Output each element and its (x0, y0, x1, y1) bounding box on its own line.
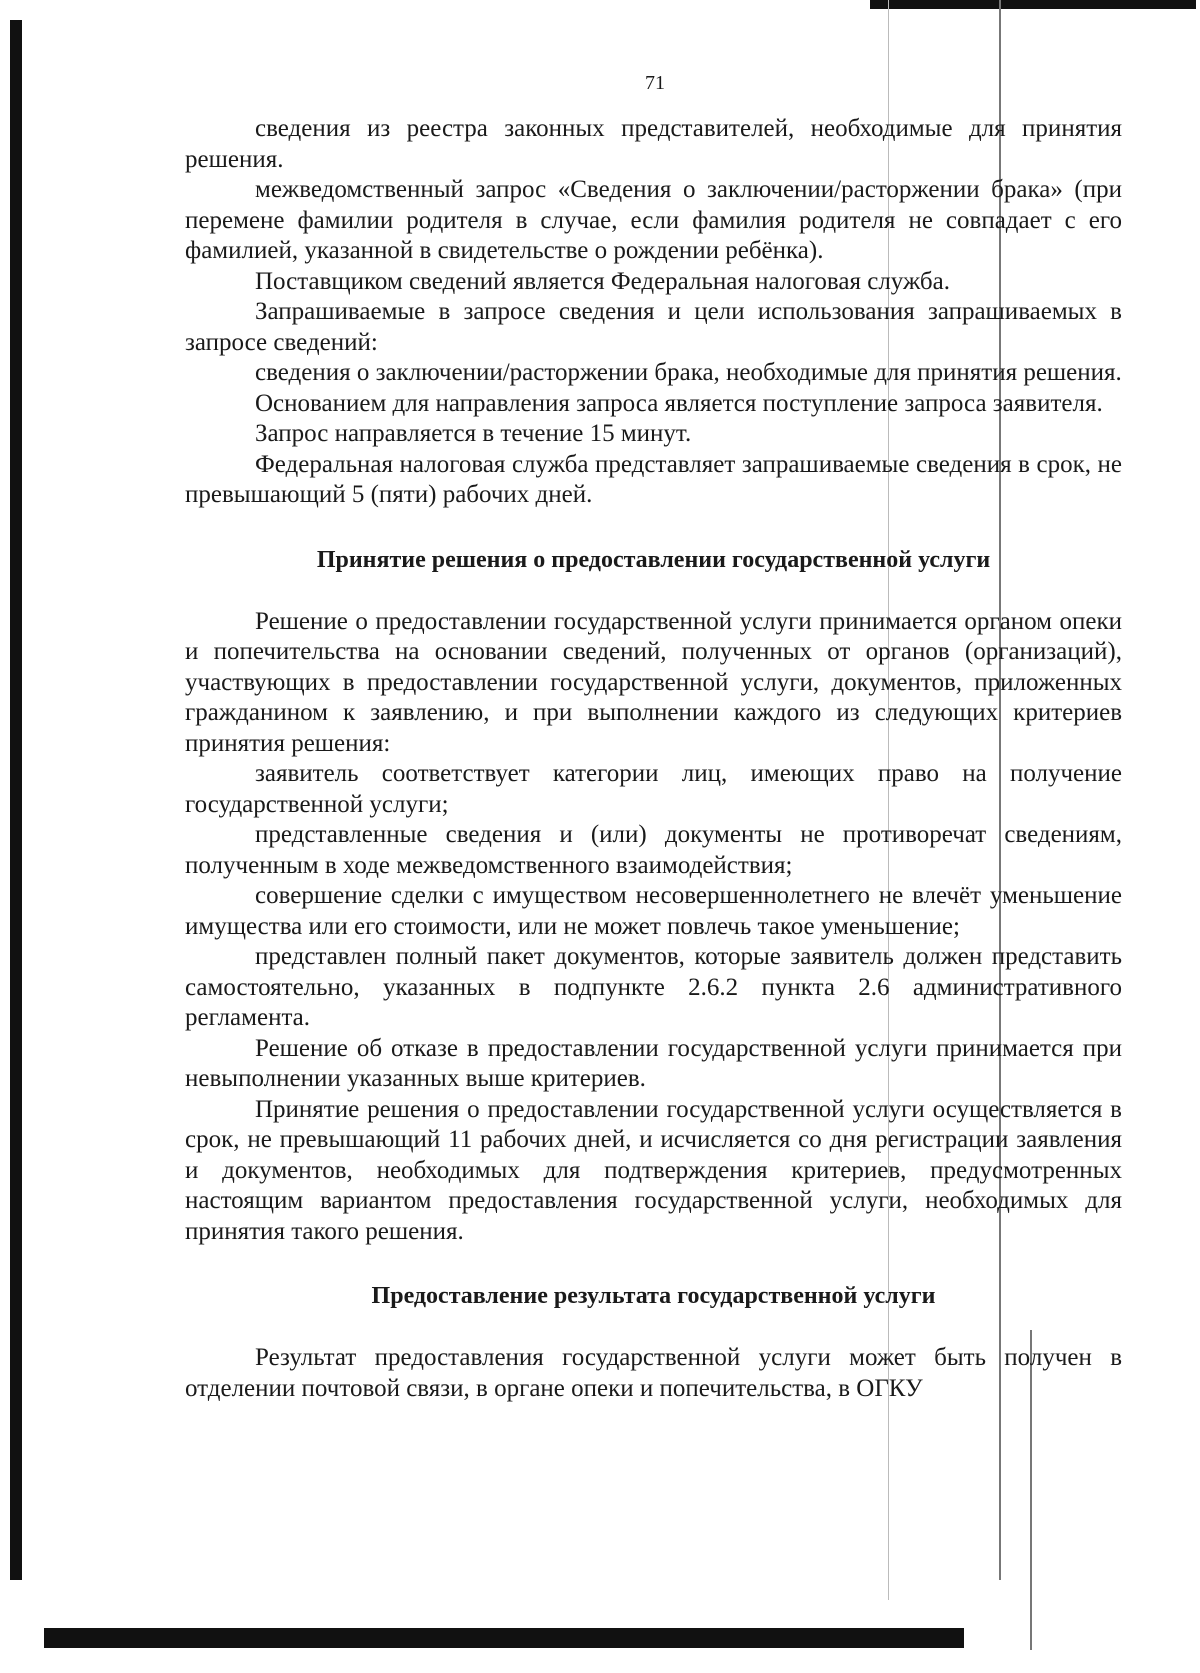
document-body (185, 114, 1122, 1404)
paragraph: межведомственный запрос «Сведения о заключении/расторжении брака» (при перемене фамилии родителя в случае, если фамилия родителя не совпадает с его фамилией, указанной в свидетельстве о рождении ребёнка). (185, 176, 1122, 264)
scan-edge-left (10, 20, 22, 1580)
paragraph: Федеральная налоговая служба представляет запрашиваемые сведения в срок, не превышающий 5 (пяти) рабочих дней. (185, 450, 1122, 508)
paragraph: Поставщиком сведений является Федеральная налоговая служба. (255, 267, 950, 295)
criterion-item: представленные сведения и (или) документы не противоречат сведениям, полученным в ходе межведомственного взаимодействия; (185, 821, 1122, 879)
scan-edge-top (870, 0, 1196, 9)
paragraph: Запрашиваемые в запросе сведения и цели использования запрашиваемых в запросе сведений: (185, 298, 1122, 356)
paragraph: Принятие решения о предоставлении государственной услуги осуществляется в срок, не превышающий 11 рабочих дней, и исчисляется со дня регистрации заявления и документов, необходимых для подтверждения критериев, предусмотренных настоящим вариантом предоставления государственной услуги, необходимых для принятия такого решения. (185, 1095, 1122, 1245)
scan-edge-bottom (44, 1628, 964, 1648)
paragraph: Результат предоставления государственной услуги может быть получен в отделении почтовой связи, в органе опеки и попечительства, в ОГКУ (185, 1344, 1122, 1402)
criterion-item: совершение сделки с имуществом несовершеннолетнего не влечёт уменьшение имущества или его стоимости, или не может повлечь такое уменьшение; (185, 882, 1122, 940)
paragraph: Решение об отказе в предоставлении государственной услуги принимается при невыполнении указанных выше критериев. (185, 1034, 1122, 1092)
section-heading-decision: Принятие решения о предоставлении государственной услуги (316, 546, 991, 573)
criterion-item: заявитель соответствует категории лиц, имеющих право на получение государственной услуги; (185, 760, 1122, 818)
criterion-item: представлен полный пакет документов, которые заявитель должен представить самостоятельно, указанных в подпункте 2.6.2 пункта 2.6 административного регламента. (185, 943, 1122, 1031)
section-heading-result: Предоставление результата государственной услуги (371, 1283, 936, 1309)
paragraph: сведения из реестра законных представителей, необходимые для принятия решения. (185, 115, 1122, 173)
paragraph: Запрос направляется в течение 15 минут. (255, 420, 692, 447)
paragraph: сведения о заключении/расторжении брака, необходимые для принятия решения. (255, 359, 1122, 386)
page-number: 71 (645, 72, 665, 94)
paragraph: Основанием для направления запроса является поступление запроса заявителя. (255, 389, 1103, 417)
paragraph: Решение о предоставлении государственной услуги принимается органом опеки и попечительства на основании сведений, полученных от органов (организаций), участвующих в предоставлении государственной услуги, документов, приложенных гражданином к заявлению, и при выполнении каждого из следующих критериев принятия решения: (185, 607, 1122, 757)
